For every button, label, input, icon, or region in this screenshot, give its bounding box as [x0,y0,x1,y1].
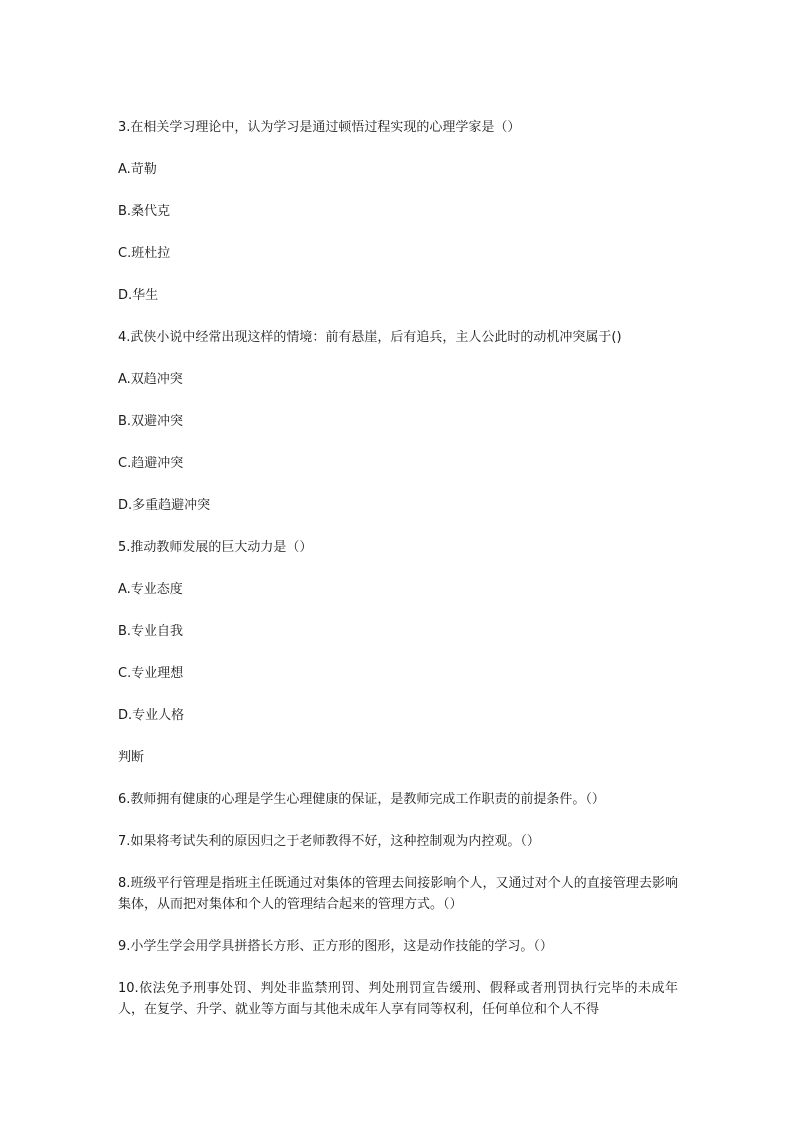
question-5-option-b: B.专业自我 [118,624,184,639]
question-3-option-d: D.华生 [118,288,159,303]
judgement-item-6: 6.教师拥有健康的心理是学生心理健康的保证，是教师完成工作职责的前提条件。（） [118,792,605,807]
question-4-option-b: B.双避冲突 [118,414,184,429]
question-4-stem: 4.武侠小说中经常出现这样的情境：前有悬崖，后有追兵，主人公此时的动机冲突属于() [118,330,622,345]
question-5-option-d: D.专业人格 [118,708,185,723]
question-3-stem: 3.在相关学习理论中，认为学习是通过顿悟过程实现的心理学家是（） [118,120,521,135]
judgement-item-10: 10.依法免予刑事处罚、判处非监禁刑罚、判处刑罚宣告缓刑、假释或者刑罚执行完毕的未成年人，在复学、升学、就业等方面与其他未成年人享有同等权利，任何单位和个人不得 [118,981,678,1017]
judgement-item-8: 8.班级平行管理是指班主任既通过对集体的管理去间接影响个人，又通过对个人的直接管理去影响集体，从而把对集体和个人的管理结合起来的管理方式。（） [118,876,678,912]
section-heading-judgement: 判断 [118,750,145,765]
question-4-option-c: C.趋避冲突 [118,456,184,471]
question-4-option-a: A.双趋冲突 [118,372,183,387]
judgement-item-9: 9.小学生学会用学具拼搭长方形、正方形的图形，这是动作技能的学习。（） [118,939,553,954]
question-5-stem: 5.推动教师发展的巨大动力是（） [118,540,313,555]
judgement-item-7: 7.如果将考试失利的原因归之于老师教得不好，这种控制观为内控观。（） [118,834,540,849]
question-5-option-a: A.专业态度 [118,582,183,597]
question-3-option-b: B.桑代克 [118,204,171,219]
question-3-option-a: A.苛勒 [118,162,157,177]
question-5-option-c: C.专业理想 [118,666,184,681]
question-3-option-c: C.班杜拉 [118,246,171,261]
document-page [118,117,678,1041]
question-4-option-d: D.多重趋避冲突 [118,498,211,513]
